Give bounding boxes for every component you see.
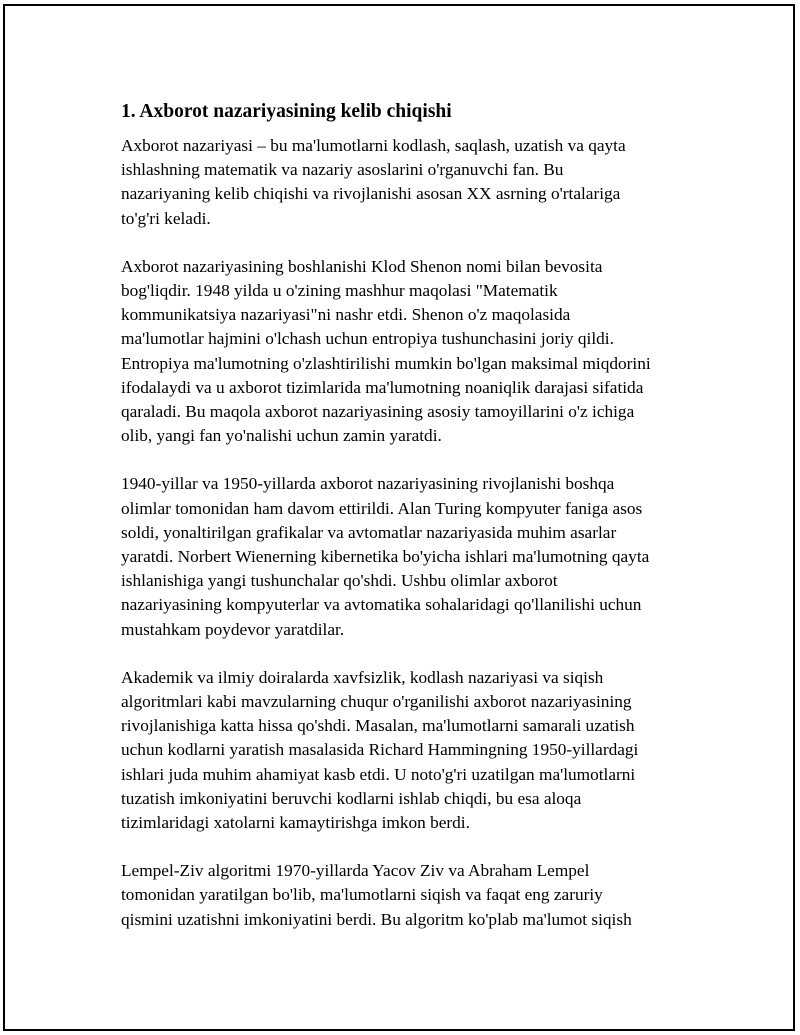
text-line: olimlar tomonidan ham davom ettirildi. Alan Turing kompyuter faniga asos [121,498,643,518]
document-body [121,98,701,956]
paragraph-4 [121,666,701,835]
text-line: tizimlaridagi xatolarni kamaytirishga imkon berdi. [121,813,470,833]
text-line: olib, yangi fan yo'nalishi uchun zamin yaratdi. [121,426,442,446]
text-line: kommunikatsiya nazariyasi"ni nashr etdi. Shenon o'z maqolasida [121,305,571,325]
document-page [3,4,795,1031]
text-line: ishlashning matematik va nazariy asoslarini o'rganuvchi fan. Bu [121,160,564,180]
text-line: soldi, yonaltirilgan grafikalar va avtomatlar nazariyasida muhim asarlar [121,522,617,542]
text-line: qaraladi. Bu maqola axborot nazariyasining asosiy tamoyillarini o'z ichiga [121,402,635,422]
text-line: tuzatish imkoniyatini beruvchi kodlarni ishlab chiqdi, bu esa aloqa [121,788,582,808]
paragraph-2 [121,255,701,449]
text-line: Axborot nazariyasining boshlanishi Klod Shenon nomi bilan bevosita [121,256,603,276]
text-line: yaratdi. Norbert Wienerning kibernetika bo'yicha ishlari ma'lumotning qayta [121,547,650,567]
text-line: to'g'ri keladi. [121,208,211,228]
text-line: Akademik va ilmiy doiralarda xavfsizlik, kodlash nazariyasi va siqish [121,667,604,687]
text-line: 1940-yillar va 1950-yillarda axborot nazariyasining rivojlanishi boshqa [121,474,615,494]
text-line: qismini uzatishni imkoniyatini berdi. Bu algoritm ko'plab ma'lumot siqish [121,909,632,929]
text-line: bog'liqdir. 1948 yilda u o'zining mashhur maqolasi "Matematik [121,281,558,301]
text-line: ishlanishiga yangi tushunchalar qo'shdi. Ushbu olimlar axborot [121,571,558,591]
text-line: rivojlanishiga katta hissa qo'shdi. Masalan, ma'lumotlarni samarali uzatish [121,716,635,736]
text-line: Lempel-Ziv algoritmi 1970-yillarda Yacov Ziv va Abraham Lempel [121,861,590,881]
text-line: nazariyasining kompyuterlar va avtomatika sohalaridagi qo'llanilishi uchun [121,595,642,615]
text-line: mustahkam poydevor yaratdilar. [121,619,345,639]
text-line: ishlari juda muhim ahamiyat kasb etdi. U noto'g'ri uzatilgan ma'lumotlarni [121,764,636,784]
paragraph-3 [121,472,701,641]
text-line: tomonidan yaratilgan bo'lib, ma'lumotlarni siqish va faqat eng zaruriy [121,885,603,905]
paragraph-1 [121,134,701,231]
text-line: ifodalaydi va u axborot tizimlarida ma'lumotning noaniqlik darajasi sifatida [121,377,644,397]
text-line: Entropiya ma'lumotning o'zlashtirilishi mumkin bo'lgan maksimal miqdorini [121,353,651,373]
paragraph-5 [121,859,701,932]
text-line: algoritmlari kabi mavzularning chuqur o'rganilishi axborot nazariyasining [121,692,632,712]
text-line: nazariyaning kelib chiqishi va rivojlanishi asosan XX asrning o'rtalariga [121,184,621,204]
text-line: uchun kodlarni yaratish masalasida Richard Hammingning 1950-yillardagi [121,740,639,760]
text-line: ma'lumotlar hajmini o'lchash uchun entropiya tushunchasini joriy qildi. [121,329,614,349]
text-line: Axborot nazariyasi – bu ma'lumotlarni kodlash, saqlash, uzatish va qayta [121,136,626,155]
section-heading: 1. Axborot nazariyasining kelib chiqishi [121,101,452,122]
